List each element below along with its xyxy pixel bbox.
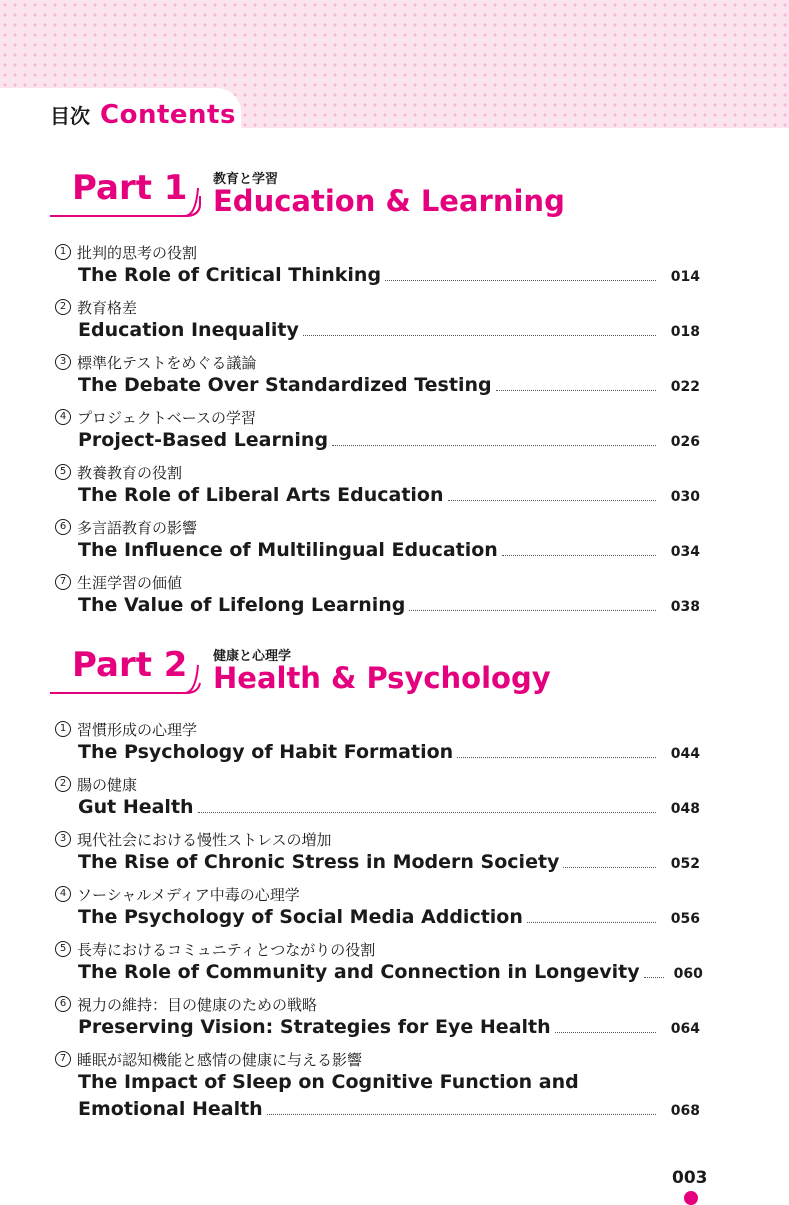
toc-entry[interactable] [55,295,700,350]
dot-leader [555,1032,656,1033]
toc-title-ja: 標準化テストをめぐる議論 [77,353,257,372]
toc-title-en[interactable]: The Debate Over Standardized Testing [78,374,492,396]
toc-title-ja: 多言語教育の影響 [77,518,198,537]
circled-number: 1 [55,721,71,737]
circled-number: 6 [55,519,71,535]
part-2-toc [55,717,703,1129]
circled-number: 3 [55,354,71,370]
part-2-header [50,645,750,717]
toc-entry[interactable] [55,350,700,405]
toc-page: 044 [670,746,700,762]
part-1-subtitle-ja: 教育と学習 [213,172,279,187]
toc-entry[interactable] [55,570,700,625]
circled-number: 7 [55,1051,71,1067]
circled-number: 5 [55,464,71,480]
dot-leader [198,812,656,813]
contents-title-en: Contents [100,100,236,130]
circled-number: 2 [55,776,71,792]
circled-number: 1 [55,244,71,260]
toc-title-en[interactable]: Gut Health [78,796,194,818]
toc-page: 038 [670,599,700,615]
toc-page: 022 [670,379,700,395]
part-2-label: Part 2 [72,645,188,685]
toc-title-ja: ソーシャルメディア中毒の心理学 [77,885,300,904]
toc-title-ja: プロジェクトベースの学習 [77,408,256,427]
circled-number: 2 [55,299,71,315]
toc-entry[interactable] [55,515,700,570]
dot-leader [527,922,656,923]
toc-page: 018 [670,324,700,340]
dot-leader [457,757,656,758]
page-dot-marker [684,1191,698,1205]
dot-leader [644,977,664,978]
toc-title-en[interactable]: The Psychology of Social Media Addiction [78,906,523,928]
toc-title-en[interactable]: The Role of Community and Connection in Longevity [78,961,640,983]
toc-title-en[interactable]: The Influence of Multilingual Education [78,539,498,561]
toc-title-ja: 長寿におけるコミュニティとつながりの役割 [77,940,376,959]
toc-title-en-line2[interactable]: Emotional Health [78,1098,263,1120]
part-1-toc [55,240,700,625]
toc-entry[interactable] [55,405,700,460]
toc-title-en[interactable]: The Psychology of Habit Formation [78,741,454,763]
toc-entry[interactable] [55,460,700,515]
toc-page: 068 [670,1103,700,1119]
toc-title-en[interactable]: The Rise of Chronic Stress in Modern Society [78,851,560,873]
toc-title-ja: 睡眠が認知機能と感情の健康に与える影響 [77,1050,363,1069]
toc-title-ja: 現代社会における慢性ストレスの増加 [77,830,332,849]
toc-page: 052 [670,856,700,872]
toc-title-en[interactable]: Project-Based Learning [78,429,329,451]
toc-title-ja: 批判的思考の役割 [77,243,198,262]
toc-page: 064 [670,1021,700,1037]
contents-title-ja: 目次 [50,104,90,128]
toc-entry[interactable] [55,772,700,827]
toc-title-en[interactable]: The Role of Critical Thinking [78,264,382,286]
toc-title-en[interactable]: The Role of Liberal Arts Education [78,484,444,506]
toc-page: 048 [670,801,700,817]
circled-number: 5 [55,941,71,957]
circled-number: 4 [55,886,71,902]
circled-number: 4 [55,409,71,425]
toc-entry[interactable] [55,240,700,295]
toc-entry[interactable] [55,937,703,992]
toc-title-ja: 習慣形成の心理学 [77,720,198,739]
contents-header [50,100,236,136]
toc-title-en[interactable]: Preserving Vision: Strategies for Eye Health [78,1016,551,1038]
toc-entry[interactable] [55,1047,700,1129]
part-2-title: Health & Psychology [213,661,551,695]
part-2-subtitle-ja: 健康と心理学 [213,649,292,664]
toc-page: 034 [670,544,700,560]
dot-leader [502,555,656,556]
toc-entry[interactable] [55,882,700,937]
toc-title-ja: 視力の維持：目の健康のための戦略 [77,995,318,1014]
toc-title-ja: 教育格差 [77,298,138,317]
dot-leader [385,280,656,281]
toc-page: 060 [673,966,703,982]
dot-leader [409,610,656,611]
circled-number: 3 [55,831,71,847]
toc-title-ja: 腸の健康 [77,775,138,794]
toc-entry[interactable] [55,992,700,1047]
toc-entry[interactable] [55,717,700,772]
toc-entry[interactable] [55,827,700,882]
toc-title-en[interactable]: Education Inequality [78,319,299,341]
toc-page: 056 [670,911,700,927]
toc-page: 030 [670,489,700,505]
circled-number: 6 [55,996,71,1012]
circled-number: 7 [55,574,71,590]
dot-leader [303,335,656,336]
part-1-label: Part 1 [72,168,188,208]
part-1-title: Education & Learning [213,184,565,218]
toc-page: 014 [670,269,700,285]
page-number: 003 [672,1168,708,1188]
dot-leader [267,1114,656,1115]
toc-title-en-line1[interactable]: The Impact of Sleep on Cognitive Function and [78,1071,579,1093]
part-1-header [50,168,750,240]
dot-leader [448,500,657,501]
toc-title-ja: 生涯学習の価値 [77,573,183,592]
dot-leader [496,390,656,391]
toc-title-ja: 教養教育の役割 [77,463,183,482]
dot-leader [563,867,656,868]
toc-title-en[interactable]: The Value of Lifelong Learning [78,594,406,616]
toc-page: 026 [670,434,700,450]
dot-leader [332,445,656,446]
